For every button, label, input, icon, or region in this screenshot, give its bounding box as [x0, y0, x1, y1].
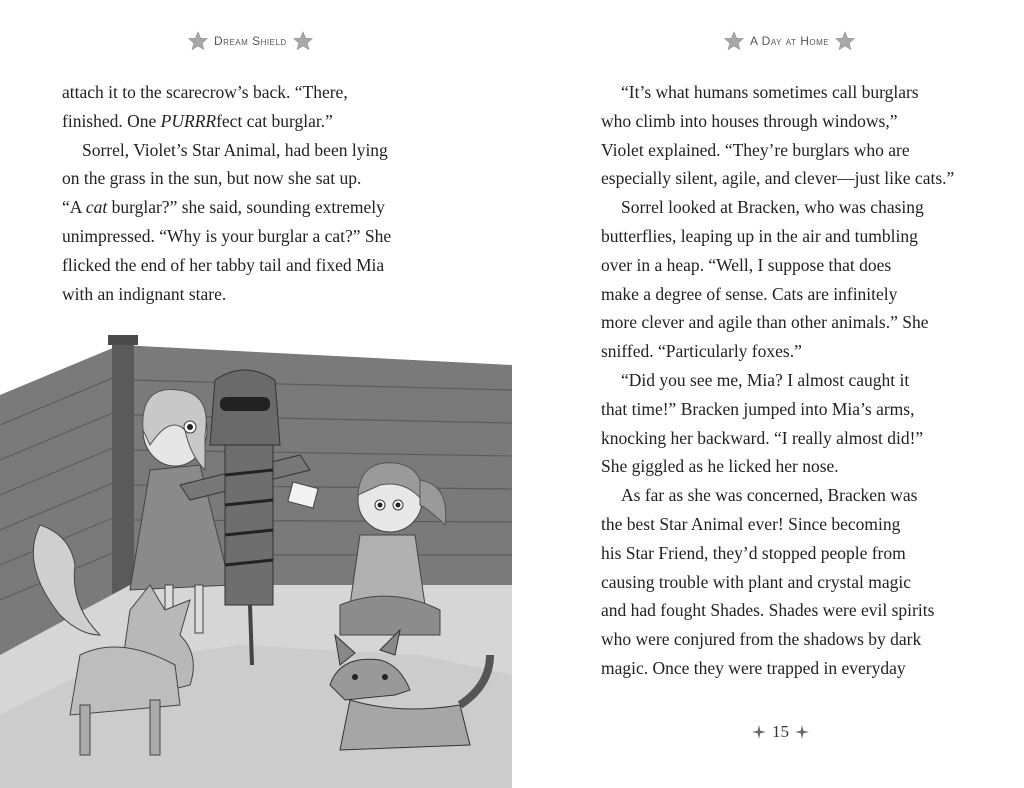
left-body-text — [62, 78, 432, 308]
text-line: with an indignant stare. — [62, 283, 227, 304]
text-line: especially silent, agile, and clever—just like cats.” — [601, 168, 955, 189]
text-fragment: finished. One — [62, 110, 161, 131]
star-icon — [835, 31, 855, 51]
text-line: Violet explained. “They’re burglars who are — [601, 139, 910, 160]
page-number — [752, 722, 809, 742]
text-fragment: burglar?” she said, sounding extremely — [107, 197, 385, 218]
text-line: his Star Friend, they’d stopped people from — [601, 542, 906, 563]
left-running-head — [188, 31, 313, 51]
text-line: the best Star Animal ever! Since becoming — [601, 513, 901, 534]
right-running-head-text: A Day at Home — [750, 34, 830, 48]
star-icon — [293, 31, 313, 51]
text-line: unimpressed. “Why is your burglar a cat?” She — [62, 225, 392, 246]
text-line — [62, 107, 432, 136]
text-line: more clever and agile than other animals.” She — [601, 312, 929, 333]
left-running-head-text: Dream Shield — [214, 34, 287, 48]
text-line: on the grass in the sun, but now she sat up. — [62, 168, 362, 189]
text-fragment: “A — [62, 197, 86, 218]
text-line: flicked the end of her tabby tail and fixed Mia — [62, 254, 385, 275]
text-line: As far as she was concerned, Bracken was — [621, 485, 918, 506]
emphasis-text: cat — [85, 197, 108, 218]
text-line — [62, 193, 432, 222]
text-line: who were conjured from the shadows by dark — [601, 629, 922, 650]
text-line: sniffed. “Particularly foxes.” — [601, 341, 802, 362]
text-line: knocking her backward. “I really almost did!” — [601, 427, 924, 448]
text-fragment: fect cat burglar.” — [216, 110, 333, 131]
text-line: “It’s what humans sometimes call burglars — [621, 82, 919, 102]
scarecrow-illustration — [0, 335, 512, 788]
text-line: and had fought Shades. Shades were evil spirits — [601, 600, 935, 621]
text-line: over in a heap. “Well, I suppose that does — [601, 254, 892, 275]
page-number-text: 15 — [772, 722, 789, 741]
text-line: attach it to the scarecrow’s back. “There, — [62, 82, 348, 102]
sparkle-icon — [795, 725, 809, 739]
text-line: make a degree of sense. Cats are infinitely — [601, 283, 898, 304]
text-line: who climb into houses through windows,” — [601, 110, 898, 131]
text-line: butterflies, leaping up in the air and tumbling — [601, 225, 918, 246]
text-line: magic. Once they were trapped in everyday — [601, 657, 906, 678]
star-icon — [724, 31, 744, 51]
text-line: “Did you see me, Mia? I almost caught it — [621, 369, 910, 390]
right-body-text — [601, 78, 981, 683]
right-running-head — [724, 31, 855, 51]
text-line: causing trouble with plant and crystal magic — [601, 571, 912, 592]
text-line: She giggled as he licked her nose. — [601, 456, 839, 477]
text-line: that time!” Bracken jumped into Mia’s arms, — [601, 398, 915, 419]
star-icon — [188, 31, 208, 51]
emphasis-text: PURRR — [160, 110, 217, 131]
text-line: Sorrel, Violet’s Star Animal, had been lying — [82, 139, 388, 160]
right-page — [512, 0, 1024, 788]
sparkle-icon — [752, 725, 766, 739]
text-line: Sorrel looked at Bracken, who was chasing — [621, 197, 924, 218]
